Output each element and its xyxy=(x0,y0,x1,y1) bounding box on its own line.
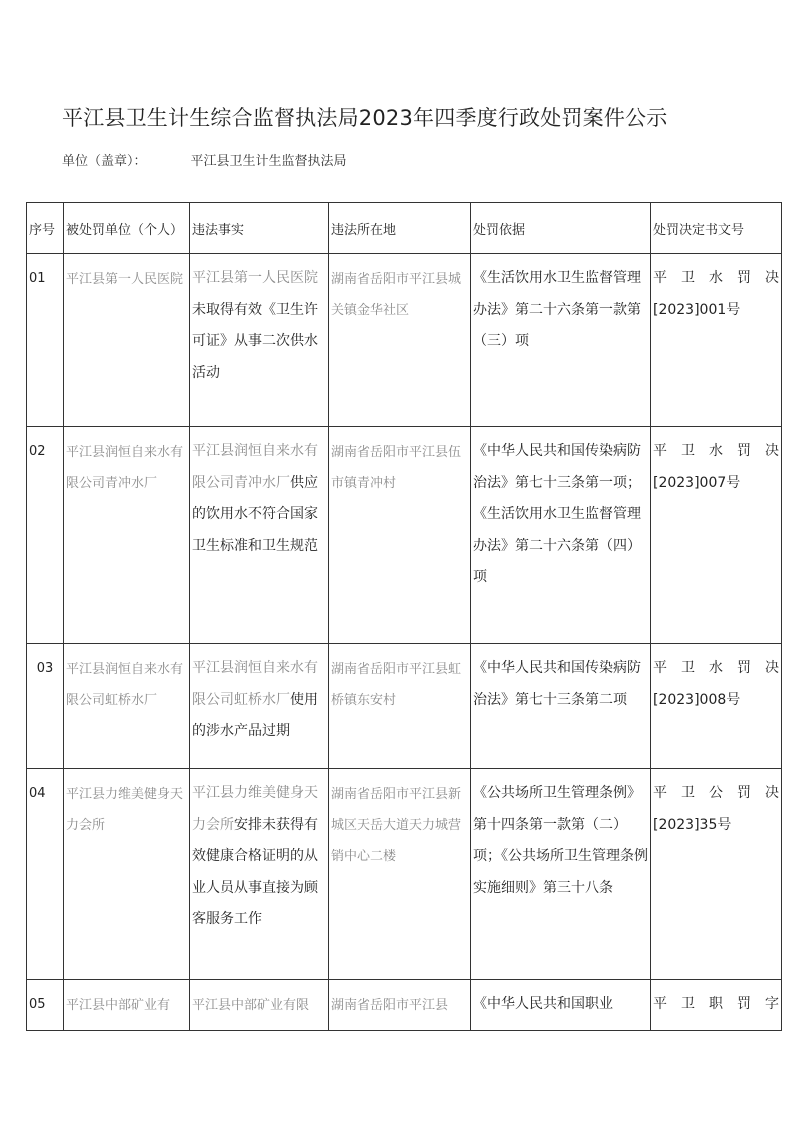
row-entity: 平江县第一人民医院 xyxy=(64,254,190,427)
row-location: 湖南省岳阳市平江县新城区天岳大道天力城营销中心二楼 xyxy=(329,769,471,980)
row-basis: 《中华人民共和国传染病防治法》第七十三条第二项 xyxy=(471,644,651,769)
row-seq: 01 xyxy=(27,254,64,427)
row-seq: 04 xyxy=(27,769,64,980)
row-fact xyxy=(190,254,329,427)
row-entity: 平江县润恒自来水有限公司青冲水厂 xyxy=(64,427,190,644)
header-basis: 处罚依据 xyxy=(471,203,651,254)
header-fact: 违法事实 xyxy=(190,203,329,254)
row-location: 湖南省岳阳市平江县虹桥镇东安村 xyxy=(329,644,471,769)
table-row xyxy=(27,427,782,644)
row-entity: 平江县中部矿业有 xyxy=(64,980,190,1031)
fact-prefix: 平江县润恒自来水有限公司虹桥水厂 xyxy=(192,660,318,708)
decision-line-2: [2023]001号 xyxy=(653,301,741,318)
row-seq: 02 xyxy=(27,427,64,644)
fact-prefix: 平江县润恒自来水有限公司青冲水厂 xyxy=(192,443,318,491)
fact-prefix: 平江县力维美健身天力会所 xyxy=(192,785,318,833)
fact-rest: 供应的饮用水不符合国家卫生标准和卫生规范 xyxy=(192,474,318,554)
row-seq: 05 xyxy=(27,980,64,1031)
row-location: 湖南省岳阳市平江县 xyxy=(329,980,471,1031)
table-row xyxy=(27,644,782,769)
row-location: 湖南省岳阳市平江县城关镇金华社区 xyxy=(329,254,471,427)
row-basis: 《生活饮用水卫生监督管理办法》第二十六条第一款第（三）项 xyxy=(471,254,651,427)
decision-line-1: 平卫水罚决 xyxy=(653,660,779,676)
row-decision xyxy=(651,644,782,769)
table-header-row xyxy=(27,203,782,254)
row-fact xyxy=(190,644,329,769)
decision-line-2: [2023]35号 xyxy=(653,816,732,833)
penalty-cases-table xyxy=(26,202,782,1031)
decision-line-2: [2023]008号 xyxy=(653,691,741,708)
table-row xyxy=(27,980,782,1031)
fact-prefix: 平江县第一人民医院 xyxy=(192,270,318,286)
row-basis: 《中华人民共和国职业 xyxy=(471,980,651,1031)
row-decision xyxy=(651,980,782,1031)
row-entity: 平江县力维美健身天力会所 xyxy=(64,769,190,980)
header-decision: 处罚决定书文号 xyxy=(651,203,782,254)
fact-rest: 使用的涉水产品过期 xyxy=(192,691,318,739)
header-location: 违法所在地 xyxy=(329,203,471,254)
fact-rest: 安排未获得有效健康合格证明的从业人员从事直接为顾客服务工作 xyxy=(192,816,318,927)
row-location: 湖南省岳阳市平江县伍市镇青冲村 xyxy=(329,427,471,644)
row-decision xyxy=(651,769,782,980)
row-seq: 03 xyxy=(27,644,64,769)
decision-line-1: 平卫公罚决 xyxy=(653,785,779,801)
decision-line-1: 平卫职罚字 xyxy=(653,996,779,1012)
row-basis: 《中华人民共和国传染病防治法》第七十三条第一项；《生活饮用水卫生监督管理办法》第二十六条第（四）项 xyxy=(471,427,651,644)
decision-line-1: 平卫水罚决 xyxy=(653,270,779,286)
header-entity: 被处罚单位（个人） xyxy=(64,203,190,254)
unit-label: 单位（盖章）： xyxy=(62,154,147,169)
row-fact xyxy=(190,769,329,980)
row-decision xyxy=(651,254,782,427)
table-row xyxy=(27,769,782,980)
fact-prefix: 平江县中部矿业有限 xyxy=(192,998,310,1013)
table-row xyxy=(27,254,782,427)
unit-line xyxy=(62,150,347,169)
row-decision xyxy=(651,427,782,644)
row-entity: 平江县润恒自来水有限公司虹桥水厂 xyxy=(64,644,190,769)
row-fact xyxy=(190,980,329,1031)
fact-rest: 未取得有效《卫生许可证》从事二次供水活动 xyxy=(192,301,318,381)
decision-line-2: [2023]007号 xyxy=(653,474,741,491)
row-fact xyxy=(190,427,329,644)
header-seq: 序号 xyxy=(27,203,64,254)
row-basis: 《公共场所卫生管理条例》第十四条第一款第（二）项；《公共场所卫生管理条例实施细则》第三十八条 xyxy=(471,769,651,980)
decision-line-1: 平卫水罚决 xyxy=(653,443,779,459)
unit-value: 平江县卫生计生监督执法局 xyxy=(190,154,347,169)
page-title: 平江县卫生计生综合监督执法局2023年四季度行政处罚案件公示 xyxy=(62,106,668,130)
